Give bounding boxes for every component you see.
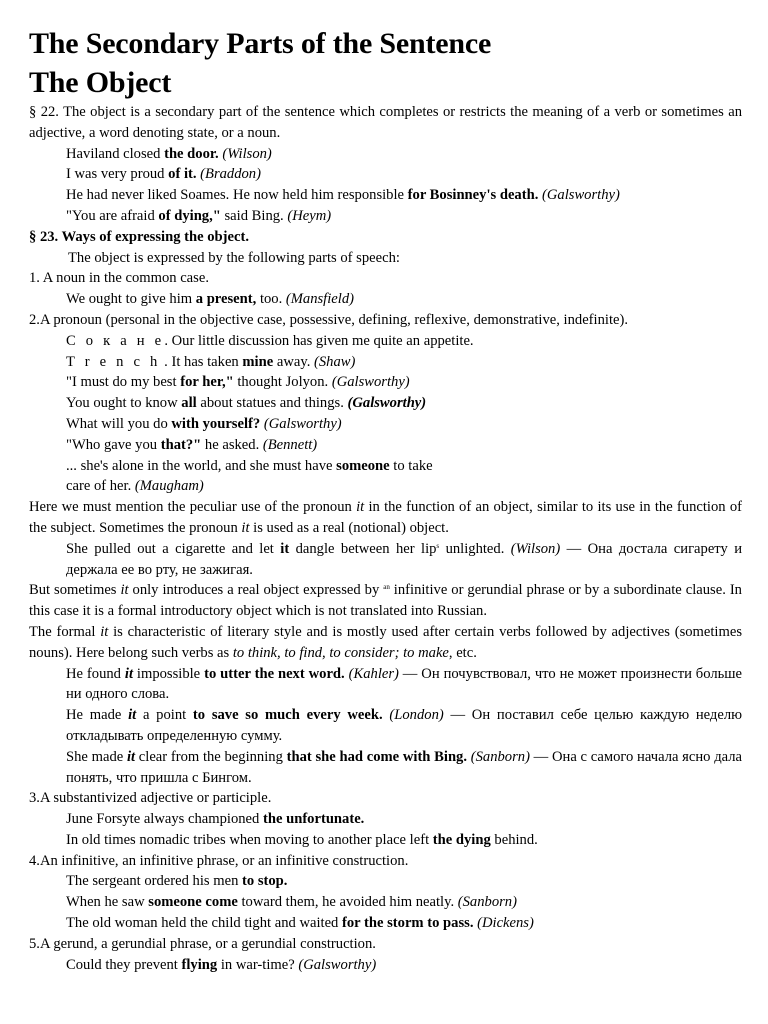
list-item-2: 2.A pronoun (personal in the objective case, possessive, defining, reflexive, demonstrative, indefinite). bbox=[29, 311, 628, 328]
example-line: When he saw someone come toward them, he avoided him neatly. (Sanborn) bbox=[66, 894, 517, 911]
paragraph-formal-it: The formal it is characteristic of literary style and is mostly used after certain verbs followed by adjectives (sometimes nouns). Here belong such verbs as to think, to find, to consider; to make, etc. bbox=[29, 623, 742, 661]
example-line: In old times nomadic tribes when moving to another place left the dying behind. bbox=[66, 831, 538, 848]
example-line: T r e n c h . It has taken mine away. (Shaw) bbox=[66, 353, 356, 370]
list-item-3: 3.A substantivized adjective or participle. bbox=[29, 790, 272, 807]
example-line: He made it a point to save so much every week. (London) — Он поставил себе целью каждую неделю откладывать определенную сумму. bbox=[66, 707, 743, 744]
example-line: He found it impossible to utter the next word. (Kahler) — Он почувствовал, что не может произнести больше ни одного слова. bbox=[66, 665, 742, 703]
example-line: С о к а н е. Our little discussion has given me quite an appetite. bbox=[66, 332, 474, 349]
example-line: We ought to give him a present, too. (Mansfield) bbox=[66, 291, 354, 308]
example-line: What will you do with yourself? (Galsworthy) bbox=[66, 415, 342, 432]
example-line: He had never liked Soames. He now held him responsible for Bosinney's death. (Galsworthy) bbox=[66, 187, 620, 204]
example-line: I was very proud of it. (Braddon) bbox=[66, 166, 261, 183]
example-line: Could they prevent flying in war-time? (Galsworthy) bbox=[66, 956, 377, 973]
section-intro: The object is expressed by the following parts of speech: bbox=[68, 249, 400, 266]
example-line: Haviland closed the door. (Wilson) bbox=[66, 145, 272, 162]
list-item-1: 1. A noun in the common case. bbox=[29, 270, 209, 287]
section-heading-23: § 23. Ways of expressing the object. bbox=[29, 228, 249, 245]
example-line: The old woman held the child tight and waited for the storm to pass. (Dickens) bbox=[66, 915, 534, 932]
document-body bbox=[29, 102, 742, 975]
example-line: The sergeant ordered his men to stop. bbox=[66, 873, 288, 890]
example-line: care of her. (Maugham) bbox=[66, 478, 204, 495]
paragraph-it-usage: Here we must mention the peculiar use of the pronoun it in the function of an object, similar to its use in the function of the subject. Sometimes the pronoun it is used as a real (notional) object. bbox=[29, 499, 742, 536]
example-line: ... she's alone in the world, and she must have someone to take bbox=[66, 457, 433, 474]
paragraph-formal-object: But sometimes it only introduces a real object expressed by $^{an}$ infinitive or gerundial phrase or by a subordinate clause. In this case it is a formal introductory object which is not translated into Russian. bbox=[29, 582, 742, 620]
example-line: You ought to know all about statues and things. (Galsworthy) bbox=[66, 395, 427, 412]
title-line-1: The Secondary Parts of the Sentence bbox=[29, 27, 492, 60]
example-line: She pulled out a cigarette and let it dangle between her lip$^s$ unlighted. (Wilson) — Она достала сигарету и держала ее во рту, не зажигая. bbox=[66, 540, 743, 578]
example-line: "Who gave you that?" he asked. (Bennett) bbox=[66, 436, 318, 453]
page-title bbox=[29, 24, 742, 102]
example-line: She made it clear from the beginning that she had come with Bing. (Sanborn) — Она с самого начала ясно дала понять, что пришла с Бингом. bbox=[66, 748, 742, 786]
title-line-2: The Object bbox=[29, 66, 172, 99]
list-item-4: 4.An infinitive, an infinitive phrase, or an infinitive construction. bbox=[29, 852, 409, 869]
example-line: "I must do my best for her," thought Jolyon. (Galsworthy) bbox=[66, 374, 410, 391]
example-line: "You are afraid of dying," said Bing. (Heym) bbox=[66, 207, 332, 224]
paragraph-22: § 22. The object is a secondary part of the sentence which completes or restricts the meaning of a verb or sometimes an adjective, a word denoting state, or a noun. bbox=[29, 104, 742, 141]
example-line: June Forsyte always championed the unfortunate. bbox=[66, 811, 365, 828]
list-item-5: 5.A gerund, a gerundial phrase, or a gerundial construction. bbox=[29, 935, 376, 952]
